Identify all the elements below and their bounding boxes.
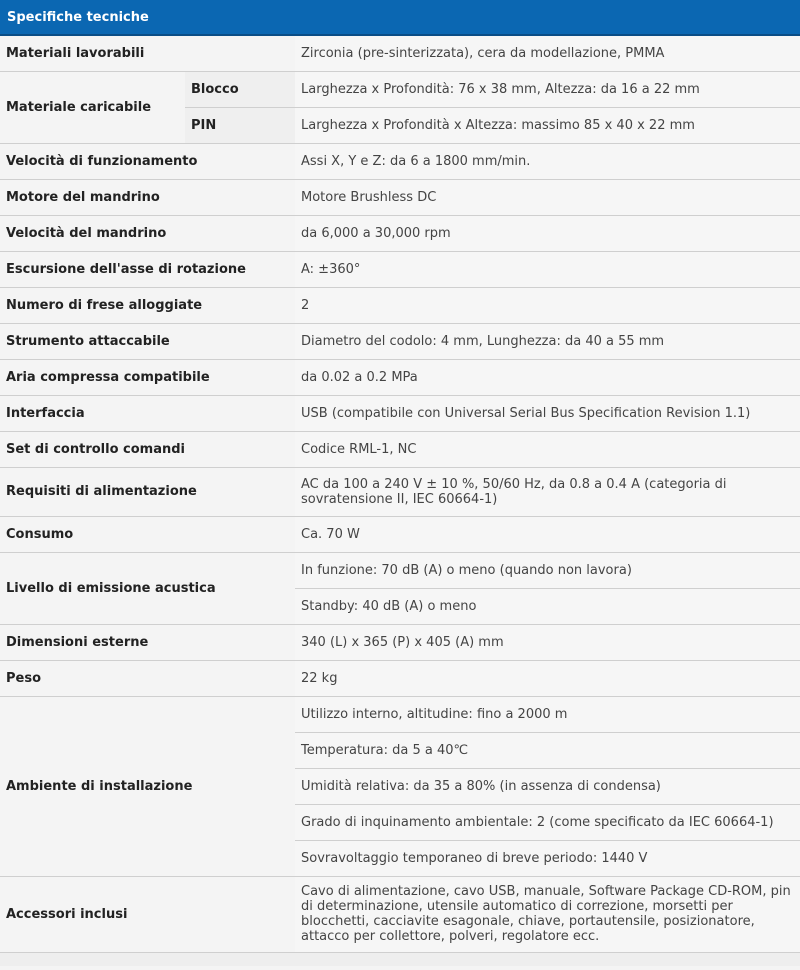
row-value: Assi X, Y e Z: da 6 a 1800 mm/min. [295, 143, 800, 179]
row-value: Motore Brushless DC [295, 179, 800, 215]
row-value: USB (compatibile con Universal Serial Bus Specification Revision 1.1) [295, 395, 800, 431]
row-label: Peso [0, 660, 295, 696]
table-header-row [0, 0, 800, 35]
table-row [0, 323, 800, 359]
table-row [0, 660, 800, 696]
table-row [0, 516, 800, 552]
row-label: Interfaccia [0, 395, 295, 431]
row-value: Zirconia (pre-sinterizzata), cera da modellazione, PMMA [295, 35, 800, 71]
table-row [0, 35, 800, 71]
row-label: Velocità di funzionamento [0, 143, 295, 179]
row-value: AC da 100 a 240 V ± 10 %, 50/60 Hz, da 0.8 a 0.4 A (categoria di sovratensione II, IEC 60664-1) [295, 467, 800, 516]
row-label: Consumo [0, 516, 295, 552]
row-value: Standby: 40 dB (A) o meno [295, 588, 800, 624]
row-value: da 6,000 a 30,000 rpm [295, 215, 800, 251]
table-row [0, 552, 800, 588]
row-label: Dimensioni esterne [0, 624, 295, 660]
row-value: Sovravoltaggio temporaneo di breve periodo: 1440 V [295, 840, 800, 876]
row-value: Larghezza x Profondità x Altezza: massimo 85 x 40 x 22 mm [295, 107, 800, 143]
row-label: Escursione dell'asse di rotazione [0, 251, 295, 287]
row-value: Diametro del codolo: 4 mm, Lunghezza: da 40 a 55 mm [295, 323, 800, 359]
row-label: Aria compressa compatibile [0, 359, 295, 395]
row-value: Utilizzo interno, altitudine: fino a 2000 m [295, 696, 800, 732]
row-value: da 0.02 a 0.2 MPa [295, 359, 800, 395]
table-row [0, 287, 800, 323]
table-row [0, 215, 800, 251]
row-value: Temperatura: da 5 a 40℃ [295, 732, 800, 768]
row-label: Velocità del mandrino [0, 215, 295, 251]
row-value: Grado di inquinamento ambientale: 2 (come specificato da IEC 60664-1) [295, 804, 800, 840]
table-row [0, 696, 800, 732]
row-label: Numero di frese alloggiate [0, 287, 295, 323]
table-row [0, 71, 800, 107]
row-value: Umidità relativa: da 35 a 80% (in assenza di condensa) [295, 768, 800, 804]
row-sublabel: PIN [185, 107, 295, 143]
row-label: Livello di emissione acustica [0, 552, 295, 624]
row-label: Set di controllo comandi [0, 431, 295, 467]
table-row [0, 179, 800, 215]
table-row [0, 359, 800, 395]
table-row [0, 395, 800, 431]
row-value: 340 (L) x 365 (P) x 405 (A) mm [295, 624, 800, 660]
row-value: In funzione: 70 dB (A) o meno (quando non lavora) [295, 552, 800, 588]
row-value: Larghezza x Profondità: 76 x 38 mm, Altezza: da 16 a 22 mm [295, 71, 800, 107]
row-label: Accessori inclusi [0, 876, 295, 952]
row-label: Requisiti di alimentazione [0, 467, 295, 516]
table-row [0, 431, 800, 467]
table-title: Specifiche tecniche [0, 0, 800, 35]
row-value: A: ±360° [295, 251, 800, 287]
table-row [0, 624, 800, 660]
row-label: Materiali lavorabili [0, 35, 295, 71]
table-footer-spacer [0, 952, 800, 966]
row-value: Ca. 70 W [295, 516, 800, 552]
row-label: Ambiente di installazione [0, 696, 295, 876]
table-row [0, 251, 800, 287]
row-label: Materiale caricabile [0, 71, 185, 143]
table-row [0, 143, 800, 179]
table-row [0, 876, 800, 952]
table-row [0, 467, 800, 516]
row-value: 2 [295, 287, 800, 323]
row-label: Motore del mandrino [0, 179, 295, 215]
row-value: Cavo di alimentazione, cavo USB, manuale, Software Package CD-ROM, pin di determinazione, utensile automatico di correzione, morsetti per blocchetti, cacciavite esagonale, chiave, portautensile, posizionatore, attacco per collettore, polveri, regolatore ecc. [295, 876, 800, 952]
row-sublabel: Blocco [185, 71, 295, 107]
row-label: Strumento attaccabile [0, 323, 295, 359]
row-value: 22 kg [295, 660, 800, 696]
row-value: Codice RML-1, NC [295, 431, 800, 467]
